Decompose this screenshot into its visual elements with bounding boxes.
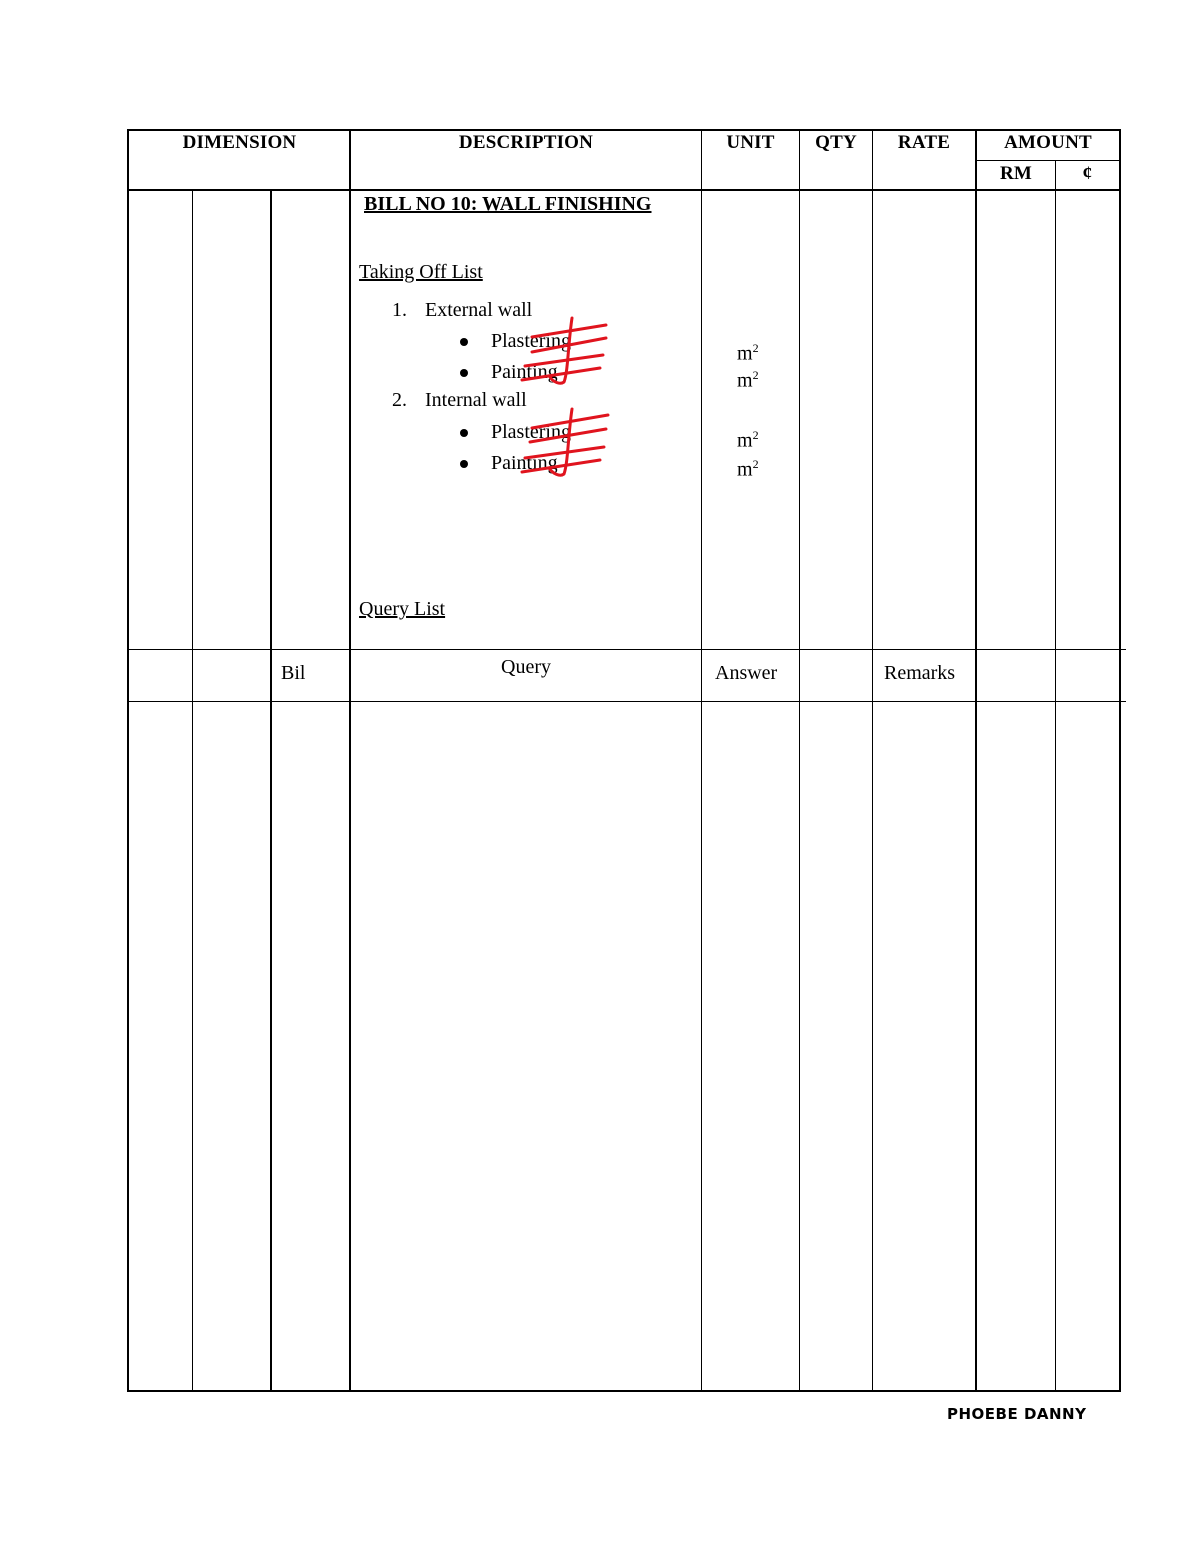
- item-label: Internal wall: [425, 389, 527, 411]
- unit-value: $m^2$: [737, 368, 759, 392]
- tick-group: [522, 318, 608, 475]
- header-description: DESCRIPTION: [458, 132, 594, 153]
- header-rate: RATE: [897, 132, 951, 153]
- query-list-heading: Query List: [359, 598, 446, 620]
- bill-title: BILL NO 10: WALL FINISHING: [364, 193, 652, 215]
- query-header-answer: Answer: [715, 662, 778, 684]
- unit-value: $m^2$: [737, 457, 759, 481]
- sub-item-label: Painting: [491, 361, 558, 383]
- item-label: External wall: [425, 299, 533, 321]
- header-dimension: DIMENSION: [182, 132, 297, 153]
- tick-mark-icon: [525, 355, 603, 366]
- header-cents: ¢: [1082, 163, 1093, 184]
- header-qty: QTY: [815, 132, 857, 153]
- header-amount: AMOUNT: [1004, 132, 1092, 153]
- unit-value: $m^2$: [737, 428, 759, 452]
- item-number: 1.: [392, 299, 407, 321]
- sub-item-label: Plastering: [491, 330, 571, 352]
- sub-item-label: Painting: [491, 452, 558, 474]
- tick-mark-icon: [522, 368, 600, 380]
- query-header-remarks: Remarks: [884, 662, 956, 684]
- tick-mark-icon: [525, 447, 604, 458]
- header-rm: RM: [999, 163, 1033, 184]
- item-number: 2.: [392, 389, 407, 411]
- query-header-bil: Bil: [281, 662, 306, 684]
- taking-off-heading: Taking Off List: [359, 261, 483, 283]
- query-header-query: Query: [501, 656, 551, 678]
- footer-author: PHOEBE DANNY: [947, 1405, 1087, 1423]
- sub-item-label: Plastering: [491, 421, 571, 443]
- header-unit: UNIT: [726, 132, 775, 153]
- tick-mark-icon: [522, 460, 600, 472]
- unit-value: $m^2$: [737, 341, 759, 365]
